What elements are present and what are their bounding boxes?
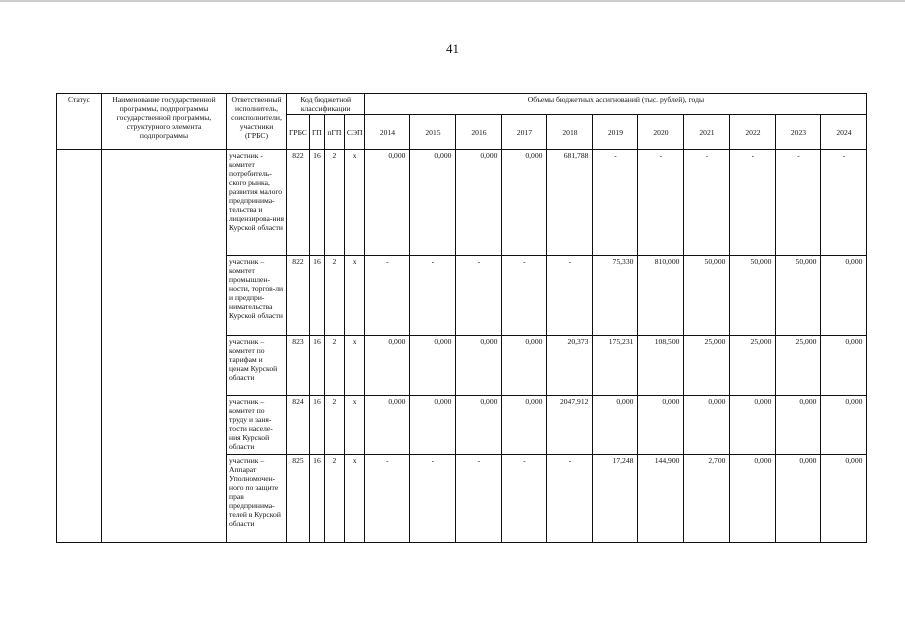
value-cell: 0,000 xyxy=(821,256,867,336)
value-cell: 50,000 xyxy=(776,256,821,336)
value-cell: 144,900 xyxy=(638,455,684,543)
code-pgp-cell: 2 xyxy=(324,396,344,455)
value-cell: - xyxy=(547,256,593,336)
header-code-grbs: ГРБС xyxy=(287,115,310,150)
value-cell: 0,000 xyxy=(410,150,456,256)
header-year: 2018 xyxy=(547,115,593,150)
value-cell: - xyxy=(684,150,730,256)
header-budget-code: Код бюджетной классификации xyxy=(287,94,365,115)
header-row-1 xyxy=(57,94,867,115)
participant-cell: участник - комитет потребитель-ского рынка, развития малого предпринима-тельства и лицензирова-ния Курской области xyxy=(227,150,287,256)
header-name: Наименование государственной программы, подпрограммы государственной программы, структурного элемента подпрограммы xyxy=(102,94,227,150)
value-cell: 0,000 xyxy=(776,396,821,455)
code-pgp-cell: 2 xyxy=(324,455,344,543)
header-year: 2017 xyxy=(502,115,547,150)
value-cell: 0,000 xyxy=(638,396,684,455)
code-pgp-cell: 2 xyxy=(324,256,344,336)
header-year: 2021 xyxy=(684,115,730,150)
value-cell: 0,000 xyxy=(456,336,502,396)
code-gp-cell: 16 xyxy=(310,336,325,396)
value-cell: 75,330 xyxy=(593,256,638,336)
value-cell: - xyxy=(821,150,867,256)
value-cell: 0,000 xyxy=(502,150,547,256)
header-year: 2024 xyxy=(821,115,867,150)
code-grbs-cell: 825 xyxy=(287,455,310,543)
value-cell: 0,000 xyxy=(730,396,776,455)
header-status: Статус xyxy=(57,94,102,150)
header-code-pgp: пГП xyxy=(324,115,344,150)
value-cell: - xyxy=(456,256,502,336)
value-cell: 25,000 xyxy=(776,336,821,396)
value-cell: 810,000 xyxy=(638,256,684,336)
value-cell: 108,500 xyxy=(638,336,684,396)
value-cell: - xyxy=(410,455,456,543)
code-gp-cell: 16 xyxy=(310,396,325,455)
page-number: 41 xyxy=(446,41,459,56)
value-cell: 0,000 xyxy=(456,150,502,256)
value-cell: - xyxy=(638,150,684,256)
value-cell: 0,000 xyxy=(730,455,776,543)
header-year: 2014 xyxy=(365,115,410,150)
table-row xyxy=(57,150,867,256)
value-cell: 681,788 xyxy=(547,150,593,256)
value-cell: - xyxy=(502,455,547,543)
value-cell: - xyxy=(365,455,410,543)
value-cell: 25,000 xyxy=(684,336,730,396)
code-grbs-cell: 822 xyxy=(287,150,310,256)
value-cell: 20,373 xyxy=(547,336,593,396)
header-code-sep: СЭП xyxy=(344,115,365,150)
status-cell xyxy=(57,150,102,543)
value-cell: 50,000 xyxy=(730,256,776,336)
value-cell: 0,000 xyxy=(410,336,456,396)
code-sep-cell: x xyxy=(344,256,365,336)
value-cell: 0,000 xyxy=(365,396,410,455)
participant-cell: участник – Аппарат Уполномочен-ного по защите прав предпринима-телей в Курской области xyxy=(227,455,287,543)
code-gp-cell: 16 xyxy=(310,256,325,336)
code-pgp-cell: 2 xyxy=(324,336,344,396)
code-gp-cell: 16 xyxy=(310,150,325,256)
code-gp-cell: 16 xyxy=(310,455,325,543)
code-sep-cell: x xyxy=(344,455,365,543)
value-cell: 0,000 xyxy=(593,396,638,455)
participant-cell: участник – комитет по труду и заня-тости населе-ния Курской области xyxy=(227,396,287,455)
value-cell: 0,000 xyxy=(821,455,867,543)
value-cell: 0,000 xyxy=(410,396,456,455)
header-year: 2020 xyxy=(638,115,684,150)
value-cell: 175,231 xyxy=(593,336,638,396)
value-cell: 0,000 xyxy=(821,336,867,396)
name-cell xyxy=(102,150,227,543)
code-grbs-cell: 824 xyxy=(287,396,310,455)
header-responsible: Ответственный исполнитель, соисполнители, участники (ГРБС) xyxy=(227,94,287,150)
code-pgp-cell: 2 xyxy=(324,150,344,256)
page-top-edge xyxy=(0,0,905,2)
value-cell: - xyxy=(730,150,776,256)
value-cell: 50,000 xyxy=(684,256,730,336)
value-cell: 0,000 xyxy=(365,336,410,396)
participant-cell: участник – комитет по тарифам и ценам Курской области xyxy=(227,336,287,396)
code-grbs-cell: 823 xyxy=(287,336,310,396)
header-year: 2019 xyxy=(593,115,638,150)
value-cell: 25,000 xyxy=(730,336,776,396)
value-cell: - xyxy=(593,150,638,256)
value-cell: 0,000 xyxy=(456,396,502,455)
value-cell: - xyxy=(365,256,410,336)
header-year: 2023 xyxy=(776,115,821,150)
header-volumes: Объемы бюджетных ассигнований (тыс. рублей), годы xyxy=(365,94,867,115)
code-sep-cell: x xyxy=(344,336,365,396)
value-cell: - xyxy=(410,256,456,336)
value-cell: 2047,912 xyxy=(547,396,593,455)
header-year: 2016 xyxy=(456,115,502,150)
header-code-gp: ГП xyxy=(310,115,325,150)
value-cell: 0,000 xyxy=(502,336,547,396)
value-cell: 0,000 xyxy=(821,396,867,455)
value-cell: - xyxy=(502,256,547,336)
value-cell: - xyxy=(776,150,821,256)
header-year: 2015 xyxy=(410,115,456,150)
value-cell: - xyxy=(547,455,593,543)
value-cell: 0,000 xyxy=(365,150,410,256)
code-grbs-cell: 822 xyxy=(287,256,310,336)
value-cell: - xyxy=(456,455,502,543)
value-cell: 2,700 xyxy=(684,455,730,543)
header-year: 2022 xyxy=(730,115,776,150)
participant-cell: участник – комитет промышлен-ности, торгов-ли и предпри-нимательства Курской области xyxy=(227,256,287,336)
value-cell: 0,000 xyxy=(684,396,730,455)
budget-table xyxy=(56,93,867,543)
value-cell: 0,000 xyxy=(776,455,821,543)
code-sep-cell: x xyxy=(344,150,365,256)
code-sep-cell: x xyxy=(344,396,365,455)
value-cell: 17,248 xyxy=(593,455,638,543)
value-cell: 0,000 xyxy=(502,396,547,455)
